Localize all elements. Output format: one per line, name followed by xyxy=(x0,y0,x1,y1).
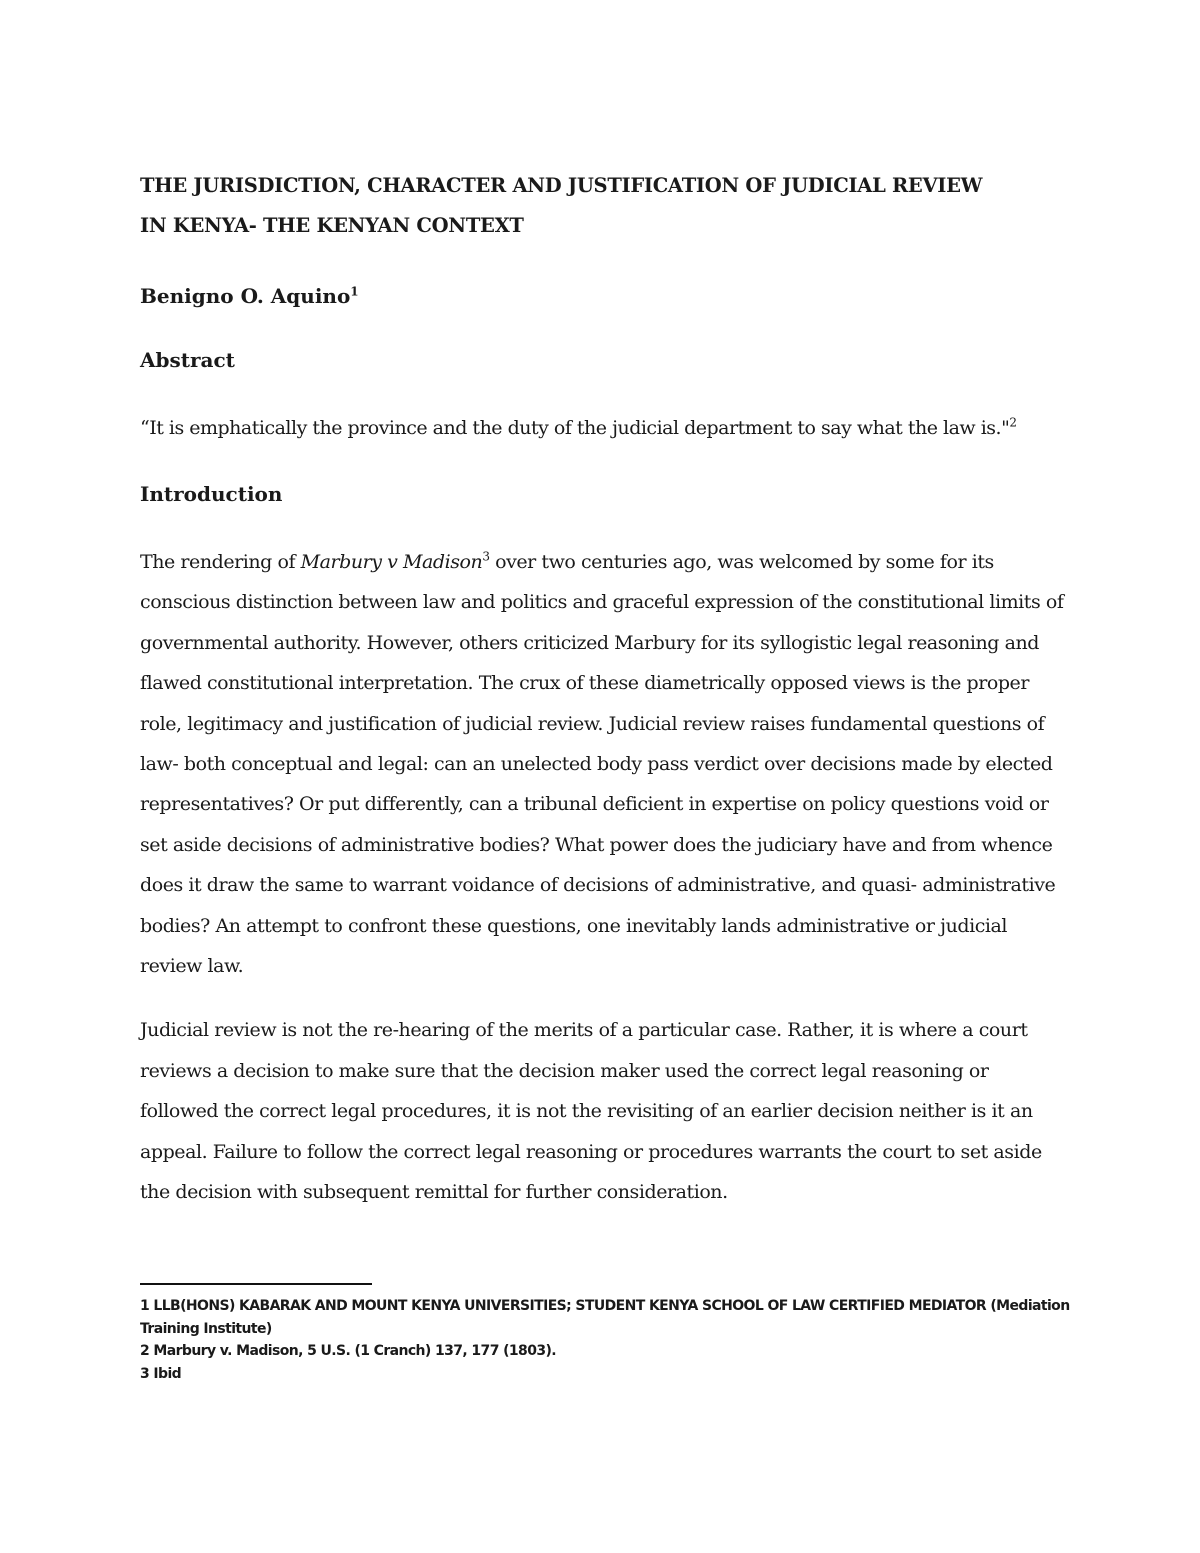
case-name: Marbury v Madison xyxy=(300,551,483,573)
abstract-quote xyxy=(140,414,1065,442)
introduction-paragraph-2: Judicial review is not the re-hearing of the merits of a particular case. Rather, it is where a court reviews a decision to make sure that the decision maker used the correct legal reasoning or followed the correct legal procedures, it is not the revisiting of an earlier decision neither is it an appeal. Failure to follow the correct legal reasoning or procedures warrants the court to set aside the decision with subsequent remittal for further consideration. xyxy=(140,1019,1042,1204)
footnote-ref-3: 3 xyxy=(482,549,490,564)
introduction-heading: Introduction xyxy=(140,482,283,506)
document-title xyxy=(140,166,1065,246)
title-line-2: IN KENYA- THE KENYAN CONTEXT xyxy=(140,214,524,237)
quote-text: “It is emphatically the province and the duty of the judicial department to say what the law is." xyxy=(140,417,1010,439)
paragraph-text: over two centuries ago, was welcomed by some for its conscious distinction between law and politics and graceful expression of the constitutional limits of governmental authority. However, others criticized Marbury for its syllogistic legal reasoning and flawed constitutional interpretation. The crux of these diametrically opposed views is the proper role, legitimacy and justification of judicial review. Judicial review raises fundamental questions of law- both conceptual and legal: can an unelected body pass verdict over decisions made by elected representatives? Or put differently, can a tribunal deficient in expertise on policy questions void or set aside decisions of administrative bodies? What power does the judiciary have and from whence does it draw the same to warrant voidance of decisions of administrative, and quasi- administrative bodies? An attempt to confront these questions, one inevitably lands administrative or judicial review law. xyxy=(140,551,1064,978)
document-body xyxy=(140,166,1065,1213)
footnote-3: 3 Ibid xyxy=(140,1365,182,1382)
title-line-1: THE JURISDICTION, CHARACTER AND JUSTIFICATION OF JUDICIAL REVIEW xyxy=(140,174,983,197)
footnote-2: 2 Marbury v. Madison, 5 U.S. (1 Cranch) 137, 177 (1803). xyxy=(140,1343,556,1359)
footnote-ref-2: 2 xyxy=(1009,415,1017,430)
author-name: Benigno O. Aquino xyxy=(140,284,351,308)
abstract-heading: Abstract xyxy=(140,348,235,372)
footnote-separator xyxy=(140,1283,372,1285)
introduction-paragraph-1 xyxy=(140,542,1065,986)
footnotes-section xyxy=(140,1283,1070,1385)
footnotes-list xyxy=(140,1295,1070,1385)
footnote-1: 1 LLB(HONS) KABARAK AND MOUNT KENYA UNIVERSITIES; STUDENT KENYA SCHOOL OF LAW CERTIFIED MEDIATOR (Mediation Training Institute) xyxy=(140,1298,1070,1337)
footnote-ref-1: 1 xyxy=(350,284,359,299)
paragraph-text: The rendering of xyxy=(140,551,301,573)
author-line xyxy=(140,282,1065,310)
